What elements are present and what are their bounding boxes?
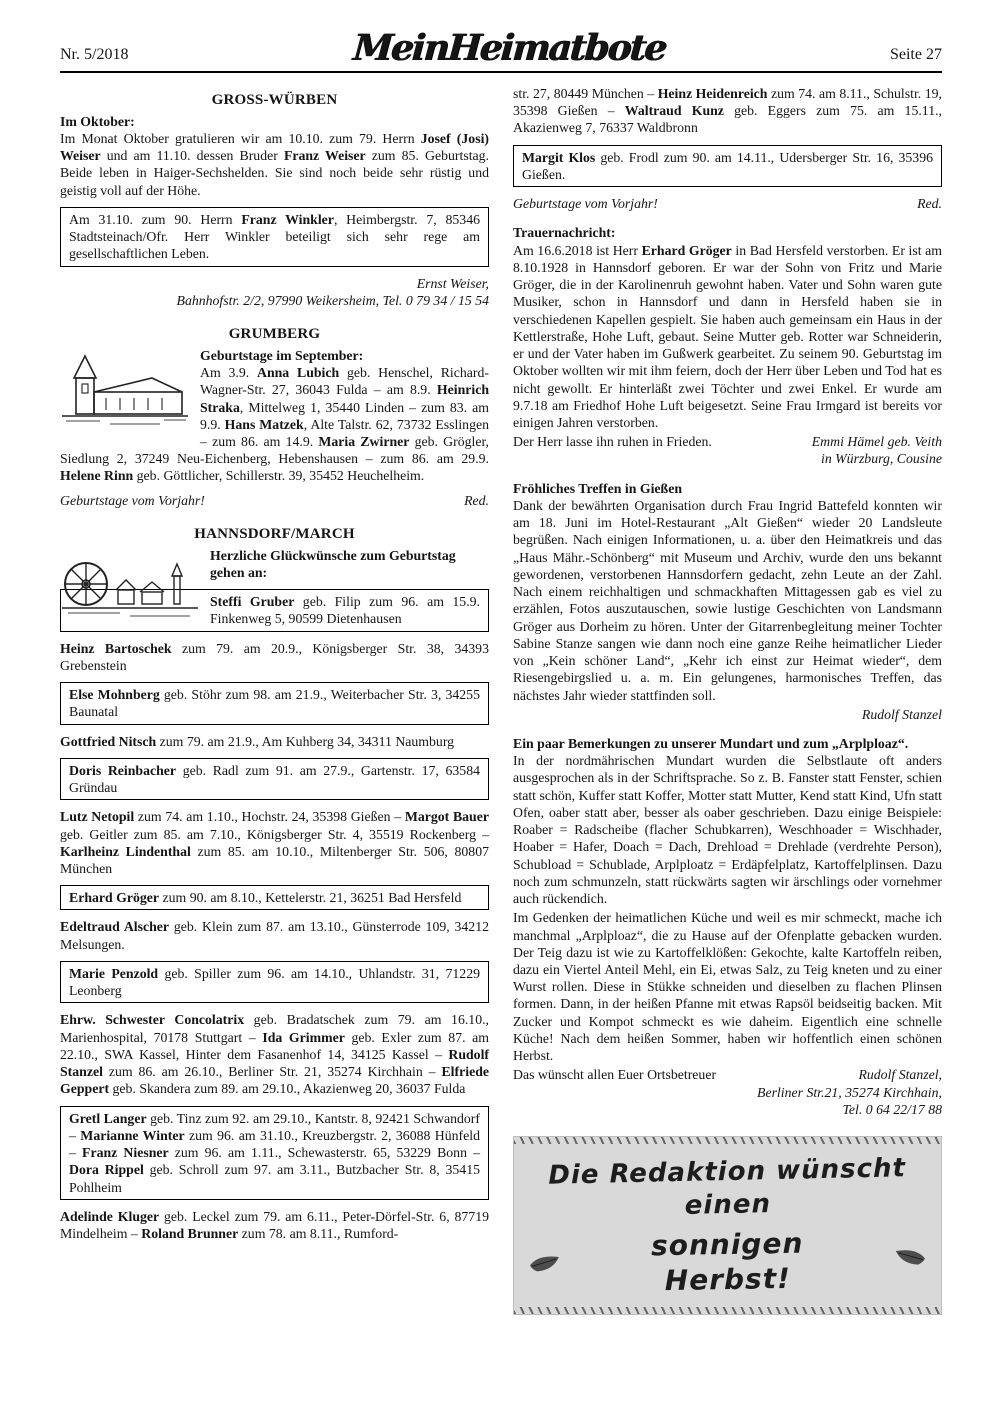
banner-bottom-border — [514, 1307, 941, 1314]
obituary-title: Trauernachricht: — [513, 225, 616, 241]
obituary-signature-name: Emmi Hämel geb. Veith — [811, 434, 942, 450]
hannsdorf-footer — [513, 195, 942, 212]
birthday-entry: Adelinde Kluger geb. Leckel zum 79. am 6.11., Peter-Dörfel-Str. 6, 87719 Mindelheim – Roland Brunner zum 78. am 8.11., Rumford- — [60, 1208, 489, 1241]
meeting-title: Fröhliches Treffen in Gießen — [513, 480, 683, 496]
hannsdorf-crest-image — [60, 550, 200, 626]
issue-number: Nr. 5/2018 — [60, 46, 129, 63]
birthday-entry-boxed: Doris Reinbacher geb. Radl zum 91. am 27.9., Gartenstr. 17, 63584 Gründau — [60, 758, 489, 800]
banner-line-2-row — [527, 1224, 927, 1301]
gross-wuerben-boxed-notice: Am 31.10. zum 90. Herrn Franz Winkler, Heimbergstr. 7, 85346 Stadtsteinach/Ofr. Herr Winkler beteiligt sich sehr rege am gesellschaftlichen Leben. — [60, 207, 489, 267]
dialect-signature-address: Berliner Str.21, 35274 Kirchhain, — [757, 1084, 942, 1100]
dialect-signature-phone: Tel. 0 64 22/17 88 — [842, 1101, 942, 1117]
grumberg-church-image — [60, 350, 190, 434]
banner-line-2: sonnigen Herbst! — [650, 1226, 804, 1298]
gross-wuerben-signature-name: Ernst Weiser, — [416, 275, 489, 291]
birthday-entry-boxed: Else Mohnberg geb. Stöhr zum 98. am 21.9., Weiterbacher Str. 3, 34255 Baunatal — [60, 682, 489, 724]
section-title-grumberg: GRUMBERG — [228, 326, 321, 343]
section-title-hannsdorf: HANNSDORF/MARCH — [194, 525, 355, 542]
leaf-icon — [528, 1248, 563, 1284]
grumberg-subtitle: Geburtstage im September: — [200, 347, 364, 363]
page-number: Seite 27 — [889, 46, 942, 63]
birthday-entry-boxed: Steffi Gruber geb. Filip zum 96. am 15.9. Finkenweg 5, 90599 Dietenhausen — [60, 589, 489, 631]
birthday-entry: Ehrw. Schwester Concolatrix geb. Bradatschek zum 79. am 16.10., Marienhospital, 70178 Stuttgart – Ida Grimmer geb. Exler zum 87. am 22.10., SWA Kassel, Hinter dem Fasanenhof 14, 34125 Kassel – Rudolf Stanzel zum 86. am 26.10., Berliner Str. 21, 35274 Kirchhain – Elfriede Geppert geb. Skandera zum 89. am 29.10., Akazienweg 20, 36037 Fulda — [60, 1012, 489, 1097]
banner-text — [514, 1144, 941, 1307]
content-columns — [60, 85, 942, 1315]
obituary-signature-place: in Würzburg, Cousine — [821, 451, 942, 467]
dialect-paragraph-1: In der nordmährischen Mundart wurden die Selbstlaute oft anders ausgesprochen als in der Schriftsprache. So z. B. Fanster statt Fenster, schien statt schön, Kuffer statt Koffer, Motter statt Mutter, Kend statt Kind, Ufn statt Ofen, oaber statt aber, besser als oaber geschrieben. Dazu einige Beispiele: Roaber = Radscheibe (flacher Schubkarren), Weschhoader = Wischhader, Hoaber = Hafer, Doach = Dach, Drehload = Drehlade (verdrehte Person), Schubload = Schublade, Arplploatz = Erdäpfelplatz, Kartoffelplinsen. Dazu noch zum schmunzeln, statt rückwärts sagten wir ärschlings oder vornehmer auch rückendich. — [513, 753, 942, 907]
grumberg-footer-note: Geburtstage vom Vorjahr! — [60, 492, 205, 508]
page-header — [60, 27, 942, 69]
banner-line-1: Die Redaktion wünscht einen — [548, 1153, 907, 1221]
obituary-paragraph: Am 16.6.2018 ist Herr Erhard Gröger in Bad Hersfeld verstorben. Er ist am 8.10.1928 in Hannsdorf geboren. Er war der Sohn von Fritz und Marie Gröger, die in der Karolinenruh gewohnt haben. Vater und Sohn waren gute Musiker, schon in Hannsdorf und dann in Hersfeld haben sie in verschiedenen Kapellen gespielt. Sie haben auch gemeinsam ein Haus in der Kettlerstraße, Hohe Luft, gebaut. Seine Mutter geb. Rotter war Schneiderin, er und der Vater haben im Gußwerk gearbeitet. Zu seinem 90. Geburtstag im Oktober wollten wir mit ihm feiern, doch der Herr über Leben und Tod hat es nicht gewollt. Er hinterläßt zwei Töchter und zwei Enkel. Er wurde am 9.7.18 am Friedhof Hohe Luft beigesetzt. Seine Frau Irmgard ist bereits vor einigen Jahren verstorben. — [513, 242, 942, 430]
right-column — [513, 85, 942, 1315]
birthday-entry: Edeltraud Alscher geb. Klein zum 87. am 13.10., Günsterrode 109, 34212 Melsungen. — [60, 919, 489, 952]
obituary-closing-row — [513, 433, 942, 450]
hannsdorf-intro: Herzliche Glückwünsche zum Geburtstag gehen an: — [210, 547, 456, 580]
left-column — [60, 85, 489, 1315]
gross-wuerben-subtitle: Im Oktober: — [60, 113, 135, 129]
masthead-logo: MeinHeimatbote — [351, 27, 667, 69]
birthday-entry-boxed: Marie Penzold geb. Spiller zum 96. am 14.10., Uhlandstr. 31, 71229 Leonberg — [60, 961, 489, 1003]
dialect-title: Ein paar Bemerkungen zu unserer Mundart und zum „Arplploaz“. — [513, 735, 909, 751]
dialect-paragraph-2: Im Gedenken der heimatlichen Küche und weil es mir schmeckt, mache ich manchmal „Arplploaz“, die zu Hause auf der Ofenplatte gebacken wurden. Der Teig dazu ist wie zu Kartoffelklößen: Gekochte, kalte Kartoffeln reiben, dazu ein Viertel Anteil Mehl, ein Ei, etwas Salz, zu Teig kneten und zu einer Wurst rollen. Diese in Stükke schneiden und dieselben zu flachen Plinsen formen. Dann, in der heißen Pfanne mit etwas Rapsöl beidseitig backen. Mit Zucker und Kompot schmeckt es wie daheim. Eigentlich eine schnelle Küche! Nach dem heißen Sommer, haben wir hoffentlich einen schönen Herbst. — [513, 910, 942, 1064]
birthday-entry-boxed: Erhard Gröger zum 90. am 8.10., Kettelerstr. 21, 36251 Bad Hersfeld — [60, 885, 489, 910]
gross-wuerben-signature-address: Bahnhofstr. 2/2, 97990 Weikersheim, Tel. 0 79 34 / 15 54 — [176, 292, 489, 308]
editorial-banner — [513, 1136, 942, 1315]
dialect-closing: Das wünscht allen Euer Ortsbetreuer — [513, 1067, 717, 1083]
dialect-closing-row — [513, 1066, 942, 1083]
gross-wuerben-paragraph: Im Monat Oktober gratulieren wir am 10.10. zum 79. Herrn Josef (Josi) Weiser und am 11.10. dessen Bruder Franz Weiser zum 85. Geburtstag. Beide leben in Haiger-Sechshelden. Sie sind noch beide sehr rüstig und geistig voll auf der Höhe. — [60, 130, 490, 198]
hannsdorf-footer-note: Geburtstage vom Vorjahr! — [513, 196, 658, 212]
birthday-entry-boxed: Margit Klos geb. Frodl zum 90. am 14.11., Udersberger Str. 16, 35396 Gießen. — [513, 145, 942, 187]
grumberg-footer-red: Red. — [464, 492, 489, 508]
birthday-entry: Lutz Netopil zum 74. am 1.10., Hochstr. 24, 35398 Gießen – Margot Bauer geb. Geitler zum 85. am 7.10., Königsberger Str. 4, 35519 Rockenberg – Karlheinz Lindenthal zum 85. am 10.10., Miltenberger Str. 506, 80807 München — [60, 809, 489, 876]
birthday-entry-boxed: Gretl Langer geb. Tinz zum 92. am 29.10., Kantstr. 8, 92421 Schwandorf – Marianne Winter zum 96. am 31.10., Kreuzbergstr. 2, 36088 Hünfeld – Franz Niesner zum 96. am 1.11., Schewasterstr. 65, 53229 Bonn – Dora Rippel geb. Schroll zum 97. am 3.11., Butzbacher Str. 8, 35415 Pohlheim — [60, 1106, 489, 1200]
grumberg-footer — [60, 492, 489, 509]
grumberg-paragraph: Am 3.9. Anna Lubich geb. Henschel, Richard-Wagner-Str. 27, 36043 Fulda – am 8.9. Heinrich Straka, Mittelweg 1, 35440 Linden – zum 83. am 9.9. Hans Matzek, Alte Talstr. 62, 73732 Esslingen – zum 86. am 14.9. Maria Zwirner geb. Grögler, Siedlung 2, 37249 Neu-Eichenberg, Hebenshausen – zum 86. am 29.9. Helene Rinn geb. Göttlicher, Schillerstr. 39, 35452 Heuchelheim. — [60, 365, 490, 484]
banner-top-border — [514, 1137, 941, 1144]
obituary-closing: Der Herr lasse ihn ruhen in Frieden. — [513, 434, 712, 450]
section-title-gross-wuerben: GROSS-WÜRBEN — [211, 92, 338, 108]
dialect-signature-name: Rudolf Stanzel, — [858, 1067, 942, 1083]
meeting-paragraph: Dank der bewährten Organisation durch Frau Ingrid Battefeld konnten wir am 18. Juni im Hotel-Restaurant „Alt Gießen“ wieder 20 Landsleute begrüßen. Nach einigen Informationen, u. a. über den Heimatkreis und das „Haus Mähr.-Schönberg“ mit Museum und Archiv, wurde den uns bekannt gewordenen, verstorbenen Hannsdorfern gedacht, zehn Leute an der Zahl. Nach einem reichhaltigen und schmackhaften Mittagessen gab es viel zu erzählen, Fotos auszutauschen, sowie lustige Geschichten von Landsmann Gröger aus Dorheim zu hören. Unter der Gitarrenbegleitung meiner Tochter Sabine Stanze sangen wie dann noch eine ganze Reihe heimatlicher Lieder von „Kein schöner Land“, „Kehr ich einst zur Heimat wieder“, dem Riesengebirgslied u. a. m. Ein gelungenes, harmonisches Treffen, das nächstes Jahr wieder stattfinden soll. — [513, 497, 942, 703]
header-rule — [60, 71, 942, 73]
birthday-entry: Gottfried Nitsch zum 79. am 21.9., Am Kuhberg 34, 34311 Naumburg — [60, 733, 455, 749]
birthday-entry: Heinz Bartoschek zum 79. am 20.9., Königsberger Str. 38, 34393 Grebenstein — [60, 640, 489, 673]
meeting-signature: Rudolf Stanzel — [861, 706, 942, 722]
leaf-icon — [893, 1241, 928, 1277]
birthday-entry-continuation: str. 27, 80449 München – Heinz Heidenreich zum 74. am 8.11., Schulstr. 19, 35398 Gießen – Waltraud Kunz geb. Eggers zum 75. am 15.11., Akazienweg 7, 76337 Waldbronn — [513, 86, 942, 136]
hannsdorf-footer-red: Red. — [917, 196, 942, 212]
